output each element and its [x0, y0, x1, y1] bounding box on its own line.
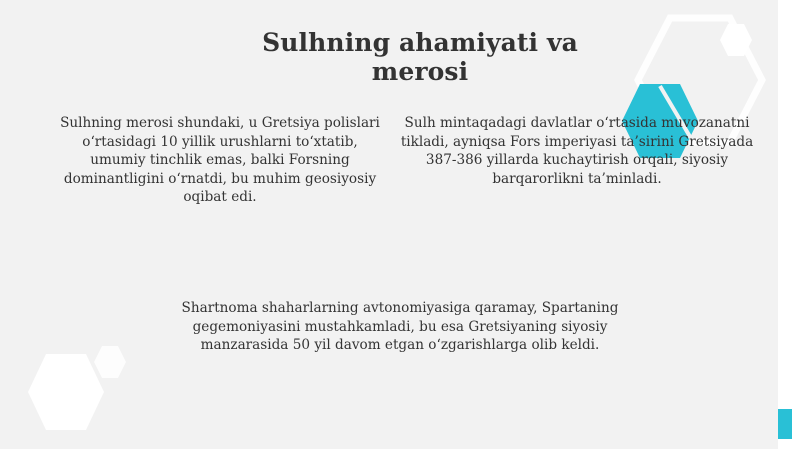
paragraph-bottom: Shartnoma shaharlarning avtonomiyasiga qaramay, Spartaning gegemoniyasini mustahkamladi, bu esa Gretsiyaning siyosiy manzarasida 50 yil davom etgan o‘zgarishlarga olib keldi.: [181, 300, 619, 353]
paragraph-left: Sulhning merosi shundaki, u Gretsiya polislari o‘rtasidagi 10 yillik urushlarni to‘xtatib, umumiy tinchlik emas, balki Forsning dominantligini o‘rnatdi, bu muhim geosiyosiy oqibat edi.: [60, 115, 380, 205]
right-edge-strip: [778, 0, 800, 449]
hexagon-white-icon: [92, 344, 128, 380]
hexagon-white-icon: [718, 22, 754, 58]
slide-title: Sulhning ahamiyati va merosi: [262, 28, 578, 86]
accent-bar: [778, 409, 792, 439]
paragraph-right: Sulh mintaqadagi davlatlar o‘rtasida muvozanatni tikladi, ayniqsa Fors imperiyasi ta’sirini Gretsiyada 387-386 yillarda kuchaytirish orqali, siyosiy barqarorlikni ta’minladi.: [400, 115, 754, 187]
